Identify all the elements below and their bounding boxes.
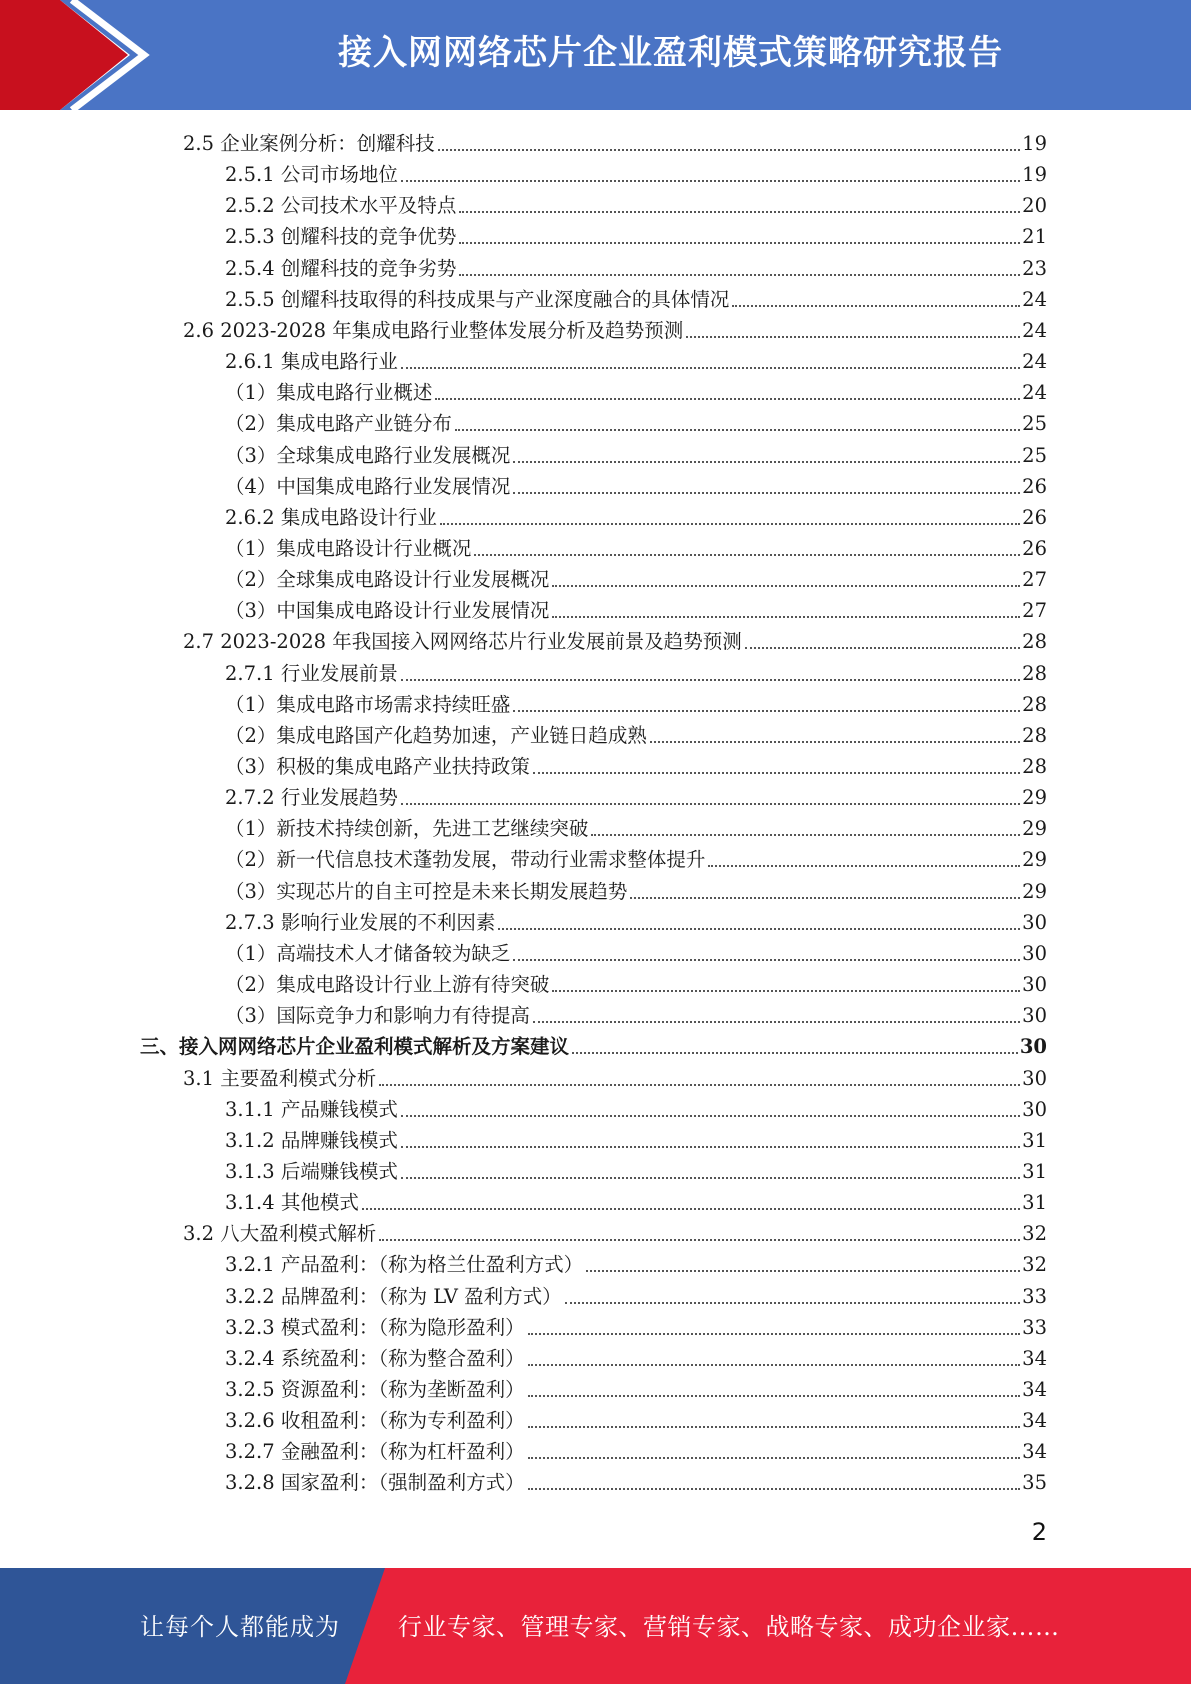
toc-dot-leader — [745, 647, 1020, 649]
toc-dot-leader — [438, 149, 1020, 151]
toc-entry-page: 30 — [1022, 1098, 1047, 1121]
toc-entry[interactable] — [225, 844, 1047, 875]
toc-entry-title: 3.2.2 品牌盈利：（称为 LV 盈利方式） — [225, 1285, 562, 1308]
toc-entry-title: 3.2.6 收租盈利：（称为专利盈利） — [225, 1409, 525, 1432]
toc-entry-page: 21 — [1022, 225, 1047, 248]
toc-entry-title: 2.5.2 公司技术水平及特点 — [225, 194, 457, 217]
toc-dot-leader — [440, 523, 1020, 525]
toc-dot-leader — [513, 710, 1020, 712]
toc-entry[interactable] — [225, 689, 1047, 720]
toc-entry[interactable] — [225, 1467, 1047, 1498]
toc-entry-title: （4）中国集成电路行业发展情况 — [225, 475, 511, 498]
toc-dot-leader — [401, 1115, 1020, 1117]
toc-dot-leader — [528, 1333, 1021, 1335]
toc-dot-leader — [379, 1084, 1020, 1086]
toc-dot-leader — [552, 585, 1020, 587]
toc-entry-page: 29 — [1022, 786, 1047, 809]
toc-dot-leader — [708, 865, 1020, 867]
toc-dot-leader — [533, 1021, 1020, 1023]
toc-entry-page: 34 — [1022, 1347, 1047, 1370]
toc-entry-title: 3.2.3 模式盈利：（称为隐形盈利） — [225, 1316, 525, 1339]
toc-dot-leader — [572, 1052, 1018, 1054]
toc-entry[interactable] — [225, 876, 1047, 907]
toc-entry-title: 3.1.2 品牌赚钱模式 — [225, 1129, 398, 1152]
toc-entry[interactable] — [225, 813, 1047, 844]
toc-entry[interactable] — [183, 1063, 1047, 1094]
toc-entry[interactable] — [183, 626, 1047, 657]
toc-entry-title: 2.7.1 行业发展前景 — [225, 662, 398, 685]
toc-entry[interactable] — [225, 1125, 1047, 1156]
toc-entry-page: 24 — [1022, 350, 1047, 373]
toc-entry-title: 2.6 2023-2028 年集成电路行业整体发展分析及趋势预测 — [183, 319, 684, 342]
toc-entry-page: 31 — [1022, 1160, 1047, 1183]
toc-entry-page: 28 — [1022, 630, 1047, 653]
toc-entry-page: 24 — [1022, 381, 1047, 404]
toc-entry[interactable] — [225, 159, 1047, 190]
toc-entry-page: 26 — [1022, 475, 1047, 498]
toc-entry-title: 2.7.3 影响行业发展的不利因素 — [225, 911, 496, 934]
toc-dot-leader — [591, 834, 1020, 836]
toc-entry-page: 35 — [1022, 1471, 1047, 1494]
toc-entry-title: （3）全球集成电路行业发展概况 — [225, 444, 511, 467]
toc-entry[interactable] — [183, 1218, 1047, 1249]
toc-entry-page: 31 — [1022, 1191, 1047, 1214]
toc-entry[interactable] — [140, 1031, 1047, 1062]
toc-entry-title: 3.2 八大盈利模式解析 — [183, 1222, 377, 1245]
toc-entry-title: 2.6.2 集成电路设计行业 — [225, 506, 437, 529]
toc-entry-title: 三、接入网网络芯片企业盈利模式解析及方案建议 — [140, 1035, 570, 1058]
toc-entry-title: （1）集成电路设计行业概况 — [225, 537, 472, 560]
toc-dot-leader — [379, 1239, 1020, 1241]
toc-entry-title: 2.5.3 创耀科技的竞争优势 — [225, 225, 457, 248]
toc-entry-title: （3）中国集成电路设计行业发展情况 — [225, 599, 550, 622]
toc-entry[interactable] — [225, 440, 1047, 471]
footer-slogan-left: 让每个人都能成为 — [140, 1613, 340, 1641]
toc-dot-leader — [528, 1426, 1021, 1428]
toc-entry-title: 2.7 2023-2028 年我国接入网网络芯片行业发展前景及趋势预测 — [183, 630, 742, 653]
toc-entry-title: （1）集成电路市场需求持续旺盛 — [225, 693, 511, 716]
toc-entry[interactable] — [225, 408, 1047, 439]
toc-entry[interactable] — [225, 533, 1047, 564]
toc-entry[interactable] — [225, 938, 1047, 969]
toc-entry-title: （1）集成电路行业概述 — [225, 381, 433, 404]
toc-dot-leader — [528, 1395, 1021, 1397]
toc-entry-title: 3.2.1 产品盈利：（称为格兰仕盈利方式） — [225, 1253, 584, 1276]
toc-dot-leader — [474, 554, 1020, 556]
toc-entry[interactable] — [225, 907, 1047, 938]
toc-entry[interactable] — [225, 253, 1047, 284]
toc-entry-title: 2.5.4 创耀科技的竞争劣势 — [225, 257, 457, 280]
page-number: 2 — [1031, 1518, 1047, 1546]
toc-entry[interactable] — [225, 1094, 1047, 1125]
toc-entry-title: （1）高端技术人才储备较为缺乏 — [225, 942, 511, 965]
toc-dot-leader — [401, 1177, 1020, 1179]
toc-dot-leader — [565, 1302, 1020, 1304]
toc-dot-leader — [528, 1488, 1021, 1490]
toc-entry[interactable] — [225, 658, 1047, 689]
toc-dot-leader — [401, 180, 1020, 182]
toc-entry-page: 33 — [1022, 1285, 1047, 1308]
toc-entry-page: 30 — [1022, 911, 1047, 934]
toc-entry-title: 3.2.8 国家盈利：（强制盈利方式） — [225, 1471, 525, 1494]
toc-entry[interactable] — [225, 1156, 1047, 1187]
toc-entry[interactable] — [225, 1281, 1047, 1312]
toc-entry[interactable] — [225, 1374, 1047, 1405]
toc-dot-leader — [459, 211, 1020, 213]
toc-entry[interactable] — [225, 969, 1047, 1000]
toc-entry[interactable] — [225, 1343, 1047, 1374]
toc-dot-leader — [586, 1270, 1020, 1272]
toc-entry-page: 31 — [1022, 1129, 1047, 1152]
toc-entry[interactable] — [225, 564, 1047, 595]
toc-entry[interactable] — [225, 471, 1047, 502]
toc-entry-page: 28 — [1022, 755, 1047, 778]
toc-entry-title: （2）集成电路设计行业上游有待突破 — [225, 973, 550, 996]
toc-dot-leader — [401, 679, 1020, 681]
toc-entry-page: 19 — [1022, 132, 1047, 155]
toc-entry-page: 28 — [1022, 724, 1047, 747]
toc-entry-page: 25 — [1022, 444, 1047, 467]
toc-entry-page: 19 — [1022, 163, 1047, 186]
toc-dot-leader — [686, 336, 1020, 338]
toc-entry-page: 34 — [1022, 1440, 1047, 1463]
toc-dot-leader — [455, 429, 1020, 431]
header-chevron-decoration — [0, 0, 150, 110]
toc-entry-title: （3）实现芯片的自主可控是未来长期发展趋势 — [225, 880, 628, 903]
report-title: 接入网网络芯片企业盈利模式策略研究报告 — [338, 33, 1003, 73]
toc-dot-leader — [732, 305, 1020, 307]
toc-entry[interactable] — [183, 315, 1047, 346]
toc-dot-leader — [528, 1457, 1021, 1459]
toc-entry[interactable] — [225, 190, 1047, 221]
toc-dot-leader — [401, 803, 1020, 805]
toc-entry-page: 29 — [1022, 817, 1047, 840]
toc-entry-title: 3.1.1 产品赚钱模式 — [225, 1098, 398, 1121]
toc-entry[interactable] — [225, 1312, 1047, 1343]
toc-entry-page: 24 — [1022, 319, 1047, 342]
toc-entry[interactable] — [225, 346, 1047, 377]
toc-entry-page: 32 — [1022, 1253, 1047, 1276]
toc-entry-page: 29 — [1022, 880, 1047, 903]
toc-entry-title: （2）集成电路国产化趋势加速，产业链日趋成熟 — [225, 724, 647, 747]
toc-dot-leader — [459, 242, 1020, 244]
toc-entry[interactable] — [225, 377, 1047, 408]
toc-entry[interactable] — [225, 221, 1047, 252]
toc-dot-leader — [459, 274, 1020, 276]
toc-entry-page: 25 — [1022, 412, 1047, 435]
toc-entry-page: 27 — [1022, 599, 1047, 622]
toc-entry-title: （3）国际竞争力和影响力有待提高 — [225, 1004, 530, 1027]
toc-entry-page: 30 — [1022, 1067, 1047, 1090]
toc-dot-leader — [552, 616, 1020, 618]
toc-entry[interactable] — [225, 595, 1047, 626]
toc-entry-title: 2.5.5 创耀科技取得的科技成果与产业深度融合的具体情况 — [225, 288, 730, 311]
footer-slogan-right: 行业专家、管理专家、营销专家、战略专家、成功企业家…… — [398, 1613, 1060, 1641]
toc-entry[interactable] — [225, 1187, 1047, 1218]
toc-dot-leader — [435, 398, 1020, 400]
toc-entry-title: 3.2.4 系统盈利：（称为整合盈利） — [225, 1347, 525, 1370]
toc-entry[interactable] — [225, 720, 1047, 751]
toc-entry-page: 34 — [1022, 1409, 1047, 1432]
toc-entry-title: 3.1.4 其他模式 — [225, 1191, 359, 1214]
toc-dot-leader — [498, 928, 1020, 930]
toc-entry-title: （2）集成电路产业链分布 — [225, 412, 452, 435]
toc-dot-leader — [630, 897, 1020, 899]
toc-entry[interactable] — [225, 1436, 1047, 1467]
toc-dot-leader — [528, 1364, 1021, 1366]
toc-dot-leader — [401, 1146, 1020, 1148]
toc-dot-leader — [552, 990, 1020, 992]
toc-dot-leader — [533, 772, 1020, 774]
toc-entry[interactable] — [225, 1249, 1047, 1280]
toc-entry-page: 28 — [1022, 662, 1047, 685]
toc-entry-title: 3.1.3 后端赚钱模式 — [225, 1160, 398, 1183]
toc-entry-page: 20 — [1022, 194, 1047, 217]
toc-entry-title: 2.6.1 集成电路行业 — [225, 350, 398, 373]
toc-entry-title: 3.2.5 资源盈利：（称为垄断盈利） — [225, 1378, 525, 1401]
toc-entry-page: 26 — [1022, 506, 1047, 529]
toc-dot-leader — [650, 741, 1020, 743]
toc-entry-page: 30 — [1019, 1035, 1047, 1058]
toc-entry-page: 30 — [1022, 1004, 1047, 1027]
toc-entry-title: 3.1 主要盈利模式分析 — [183, 1067, 377, 1090]
toc-entry[interactable] — [225, 1000, 1047, 1031]
toc-entry[interactable] — [225, 502, 1047, 533]
toc-entry-page: 28 — [1022, 693, 1047, 716]
toc-entry-page: 32 — [1022, 1222, 1047, 1245]
toc-entry-page: 23 — [1022, 257, 1047, 280]
toc-entry[interactable] — [183, 128, 1047, 159]
toc-entry[interactable] — [225, 284, 1047, 315]
toc-entry-title: （1）新技术持续创新，先进工艺继续突破 — [225, 817, 589, 840]
toc-entry-page: 30 — [1022, 942, 1047, 965]
page-header — [0, 0, 1191, 110]
toc-dot-leader — [513, 461, 1020, 463]
toc-entry[interactable] — [225, 751, 1047, 782]
toc-dot-leader — [401, 367, 1020, 369]
toc-entry-title: （3）积极的集成电路产业扶持政策 — [225, 755, 530, 778]
toc-entry-page: 34 — [1022, 1378, 1047, 1401]
toc-entry-page: 33 — [1022, 1316, 1047, 1339]
page-footer — [0, 1568, 1191, 1684]
toc-entry[interactable] — [225, 782, 1047, 813]
toc-entry[interactable] — [225, 1405, 1047, 1436]
toc-entry-page: 26 — [1022, 537, 1047, 560]
toc-entry-title: 3.2.7 金融盈利：（称为杠杆盈利） — [225, 1440, 525, 1463]
toc-entry-title: （2）全球集成电路设计行业发展概况 — [225, 568, 550, 591]
toc-entry-page: 27 — [1022, 568, 1047, 591]
toc-entry-page: 24 — [1022, 288, 1047, 311]
toc-entry-page: 30 — [1022, 973, 1047, 996]
toc-dot-leader — [513, 959, 1020, 961]
toc-entry-title: （2）新一代信息技术蓬勃发展，带动行业需求整体提升 — [225, 848, 706, 871]
toc-entry-title: 2.5.1 公司市场地位 — [225, 163, 398, 186]
toc-entry-title: 2.5 企业案例分析：创耀科技 — [183, 132, 435, 155]
toc-entry-title: 2.7.2 行业发展趋势 — [225, 786, 398, 809]
toc-dot-leader — [362, 1208, 1020, 1210]
toc-dot-leader — [513, 492, 1020, 494]
toc-entry-page: 29 — [1022, 848, 1047, 871]
